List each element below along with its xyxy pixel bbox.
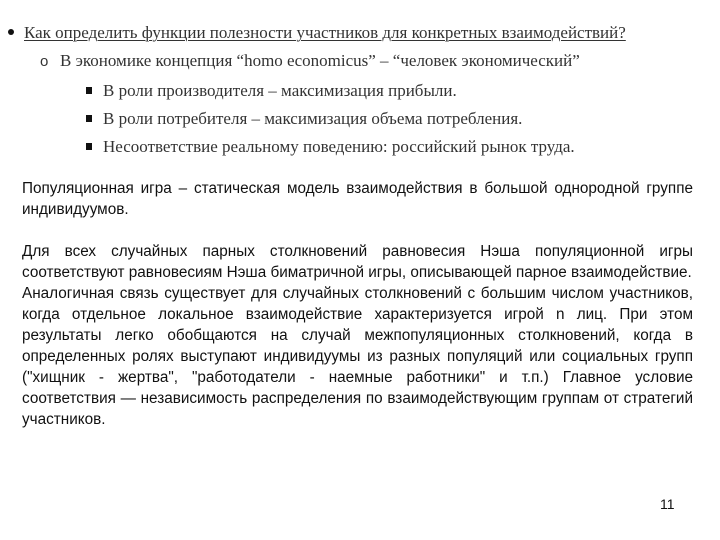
slide-body bbox=[22, 178, 693, 430]
outline-point bbox=[86, 108, 706, 130]
square-bullet-icon bbox=[86, 143, 92, 150]
outline-sub-item-text: В экономике концепция “homo economicus” – “человек экономический” bbox=[60, 51, 580, 70]
definition-paragraph bbox=[22, 178, 693, 220]
definition-text: – статическая модель взаимодействия в большой однородной группе индивидуумов. bbox=[22, 180, 693, 218]
outline-point bbox=[86, 136, 706, 158]
page-number: 11 bbox=[660, 496, 675, 512]
outline-question-text: Как определить функции полезности участников для конкретных взаимодействий? bbox=[24, 23, 626, 42]
definition-term: Популяционная игра bbox=[22, 180, 172, 197]
bullet-icon bbox=[8, 29, 14, 35]
outline-point-text: В роли потребителя – максимизация объема потребления. bbox=[103, 109, 523, 128]
square-bullet-icon bbox=[86, 87, 92, 94]
scanned-outline bbox=[0, 0, 720, 166]
outline-point-text: В роли производителя – максимизация прибыли. bbox=[103, 81, 457, 100]
paragraph-gap bbox=[22, 220, 693, 241]
outline-question bbox=[8, 22, 708, 44]
outline-point bbox=[86, 80, 706, 102]
outline-sub-item bbox=[40, 50, 700, 73]
paragraph-nash: Для всех случайных парных столкновений равновесия Нэша популяционной игры соответствуют равновесиям Нэша биматричной игры, описывающей парное взаимодействие. bbox=[22, 243, 693, 281]
sub-bullet-marker: o bbox=[40, 53, 49, 70]
outline-point-text: Несоответствие реальному поведению: российский рынок труда. bbox=[103, 137, 575, 156]
paragraph-generalization: Аналогичная связь существует для случайных столкновений с большим числом участников, когда отдельное локальное взаимодействие характеризуется игрой n лиц. При этом результаты легко обобщаются на случай межпопуляционных столкновений, когда в определенных ролях выступают индивидуумы из разных популяций или социальных групп ("хищник - жертва", "работодатели - наемные работники" и т.п.) Главное условие соответствия — независимость распределения по взаимодействующим группам от стратегий участников. bbox=[22, 285, 693, 428]
square-bullet-icon bbox=[86, 115, 92, 122]
